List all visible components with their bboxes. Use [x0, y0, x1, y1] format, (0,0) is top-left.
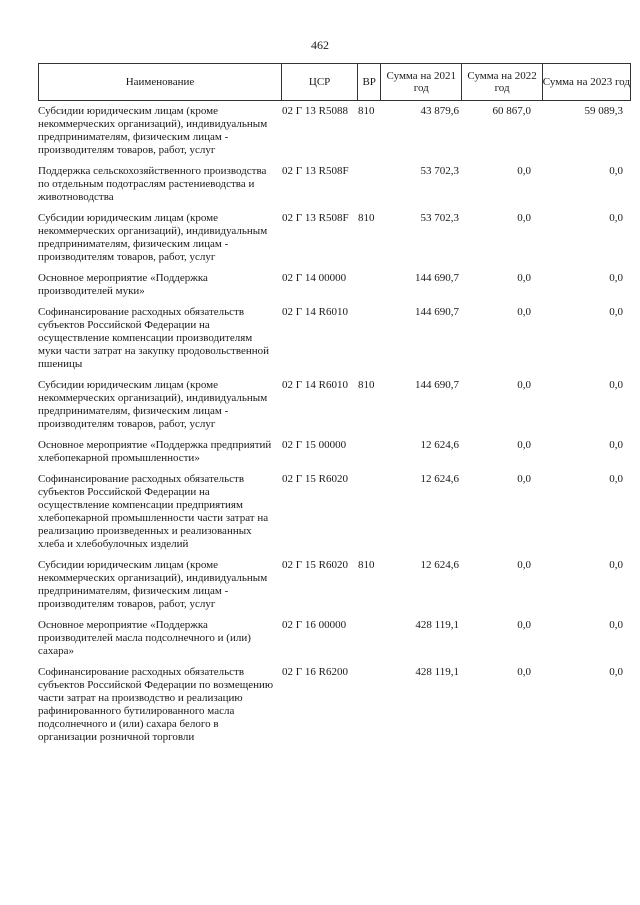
row-csr: 02 Г 14 00000	[282, 272, 347, 284]
row-sum-2023: 0,0	[609, 212, 623, 224]
row-vr	[358, 619, 380, 658]
header-sum-2021: Сумма на 2021 год	[381, 64, 462, 100]
row-csr: 02 Г 15 00000	[282, 439, 347, 451]
row-name: Основное мероприятие «Поддержка предприятий хлебопекарной промышленности»	[38, 439, 272, 464]
row-sum-2022: 0,0	[517, 559, 531, 571]
row-name: Софинансирование расходных обязательств субъектов Российской Федерации на осуществление компенсации производителям муки части затрат на закупку продовольственной пшеницы	[38, 306, 269, 370]
table-body	[38, 105, 631, 744]
row-sum-2021: 144 690,7	[415, 272, 459, 284]
table-row	[38, 379, 631, 431]
row-vr: 810	[358, 105, 375, 117]
row-sum-2023: 0,0	[609, 559, 623, 571]
row-vr: 810	[358, 559, 375, 571]
row-sum-2021: 12 624,6	[420, 559, 459, 571]
row-name: Основное мероприятие «Поддержка производителей муки»	[38, 272, 208, 297]
row-sum-2023: 0,0	[609, 666, 623, 678]
row-sum-2022: 0,0	[517, 306, 531, 318]
row-sum-2022: 0,0	[517, 439, 531, 451]
table-row	[38, 165, 631, 204]
row-name: Субсидии юридическим лицам (кроме некоммерческих организаций), индивидуальным предпринимателям, физическим лицам - производителям товаров, работ, услуг	[38, 212, 268, 263]
row-sum-2023: 0,0	[609, 306, 623, 318]
row-sum-2022: 60 867,0	[492, 105, 531, 117]
row-sum-2021: 144 690,7	[415, 379, 459, 391]
row-name: Основное мероприятие «Поддержка производителей масла подсолнечного и (или) сахара»	[38, 619, 251, 657]
row-sum-2023: 0,0	[609, 619, 623, 631]
row-sum-2021: 43 879,6	[420, 105, 459, 117]
row-name: Субсидии юридическим лицам (кроме некоммерческих организаций), индивидуальным предпринимателям, физическим лицам - производителям товаров, работ, услуг	[38, 559, 268, 610]
row-sum-2023: 59 089,3	[584, 105, 623, 117]
row-csr: 02 Г 15 R6020	[282, 473, 348, 485]
row-name: Софинансирование расходных обязательств субъектов Российской Федерации по возмещению части затрат на производство и реализацию рафинированного бутилированного масла подсолнечного и (или) сахара белого в организации розничной торговли	[38, 666, 274, 743]
table-row	[38, 666, 631, 744]
row-vr	[358, 473, 380, 551]
row-name: Субсидии юридическим лицам (кроме некоммерческих организаций), индивидуальным предпринимателям, физическим лицам - производителям товаров, работ, услуг	[38, 105, 268, 156]
row-sum-2021: 428 119,1	[415, 619, 459, 631]
row-vr	[358, 666, 380, 744]
row-name: Поддержка сельскохозяйственного производства по отдельным подотраслям растениеводства и животноводства	[38, 165, 267, 203]
table-row	[38, 306, 631, 371]
header-vr: ВР	[358, 64, 381, 100]
row-csr: 02 Г 13 R508F	[282, 212, 349, 224]
table-row	[38, 272, 631, 298]
row-vr	[358, 306, 380, 371]
page-number: 462	[311, 38, 329, 52]
row-sum-2022: 0,0	[517, 272, 531, 284]
row-vr: 810	[358, 379, 375, 391]
row-sum-2021: 53 702,3	[420, 165, 459, 177]
row-vr	[358, 439, 380, 465]
row-vr	[358, 272, 380, 298]
row-csr: 02 Г 14 R6010	[282, 379, 348, 391]
table-header	[38, 63, 631, 101]
row-csr: 02 Г 13 R5088	[282, 105, 348, 117]
row-sum-2022: 0,0	[517, 165, 531, 177]
row-sum-2023: 0,0	[609, 272, 623, 284]
row-sum-2023: 0,0	[609, 379, 623, 391]
row-sum-2021: 428 119,1	[415, 666, 459, 678]
table-row	[38, 619, 631, 658]
row-csr: 02 Г 14 R6010	[282, 306, 348, 318]
row-sum-2023: 0,0	[609, 439, 623, 451]
table-row	[38, 559, 631, 611]
table-row	[38, 439, 631, 465]
row-sum-2021: 12 624,6	[420, 473, 459, 485]
row-csr: 02 Г 15 R6020	[282, 559, 348, 571]
row-name: Софинансирование расходных обязательств субъектов Российской Федерации на осуществление компенсации предприятиям хлебопекарной промышленности части затрат на реализацию произведенных и реализованных хлеба и хлебобулочных изделий	[38, 473, 269, 550]
row-sum-2022: 0,0	[517, 619, 531, 631]
row-sum-2023: 0,0	[609, 473, 623, 485]
row-csr: 02 Г 16 00000	[282, 619, 347, 631]
table-row	[38, 212, 631, 264]
row-sum-2021: 144 690,7	[415, 306, 459, 318]
row-sum-2022: 0,0	[517, 666, 531, 678]
row-csr: 02 Г 13 R508F	[282, 165, 349, 177]
row-name: Субсидии юридическим лицам (кроме некоммерческих организаций), индивидуальным предпринимателям, физическим лицам - производителям товаров, работ, услуг	[38, 379, 268, 430]
table-row	[38, 105, 631, 157]
row-csr: 02 Г 16 R6200	[282, 666, 348, 678]
header-csr: ЦСР	[282, 64, 358, 100]
row-sum-2022: 0,0	[517, 473, 531, 485]
row-sum-2022: 0,0	[517, 379, 531, 391]
row-sum-2023: 0,0	[609, 165, 623, 177]
row-sum-2021: 53 702,3	[420, 212, 459, 224]
budget-table	[38, 63, 631, 752]
row-vr	[358, 165, 380, 204]
header-sum-2022: Сумма на 2022 год	[462, 64, 542, 100]
table-row	[38, 473, 631, 551]
row-sum-2021: 12 624,6	[420, 439, 459, 451]
header-name: Наименование	[39, 64, 282, 100]
row-sum-2022: 0,0	[517, 212, 531, 224]
row-vr: 810	[358, 212, 375, 224]
header-sum-2023: Сумма на 2023 год	[542, 76, 630, 88]
